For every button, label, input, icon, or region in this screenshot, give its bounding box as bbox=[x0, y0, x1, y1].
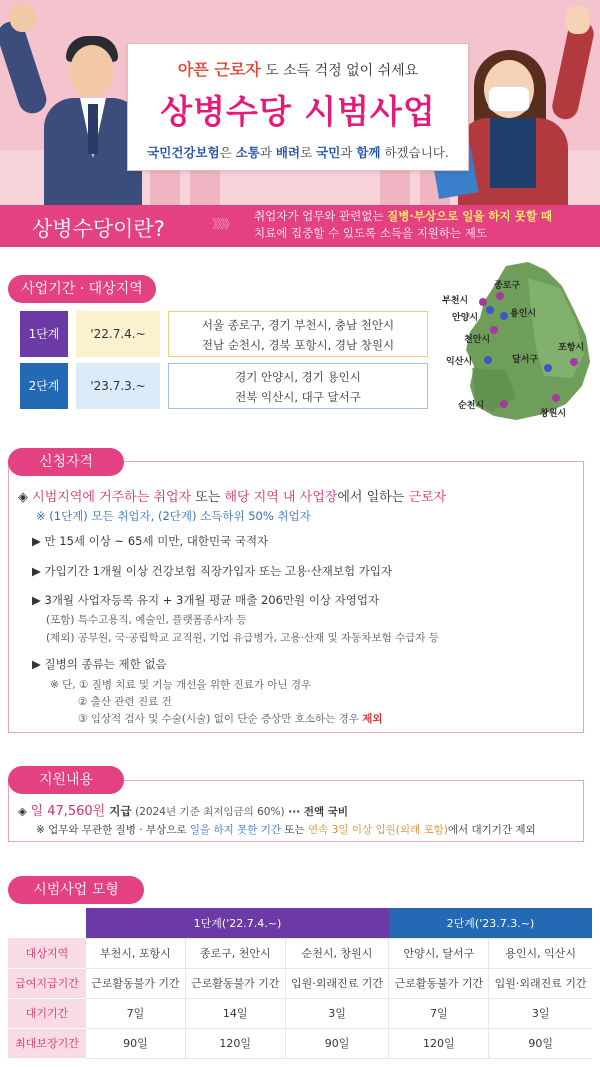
stage-2-label: 2단계 bbox=[20, 363, 68, 409]
map-label-anyang: 안양시 bbox=[452, 313, 479, 323]
table-cell: 안양시, 달서구 bbox=[389, 938, 489, 968]
hero-banner bbox=[0, 0, 600, 205]
desc-text: 은 bbox=[219, 145, 236, 160]
section-pill-model: 시범사업 모형 bbox=[8, 876, 144, 904]
row-label-pay-period: 급여지급기간 bbox=[8, 968, 86, 998]
stage-2-areas-line: 경기 안양시, 경기 용인시 bbox=[235, 370, 361, 384]
desc-nhis: 국민건강보험 bbox=[147, 145, 220, 160]
map-label-cheonan: 천안시 bbox=[464, 335, 491, 345]
diamond-icon: ◈ bbox=[18, 490, 28, 505]
subtitle-rest: 도 소득 걱정 없이 쉬세요 bbox=[265, 63, 419, 79]
table-row bbox=[8, 938, 592, 968]
row-label-region: 대상지역 bbox=[8, 938, 86, 968]
man-tie bbox=[88, 104, 98, 154]
table-cell: 입원·외래진료 기간 bbox=[285, 968, 389, 998]
main-e: 근로자 bbox=[408, 490, 447, 505]
desc-citizens: 국민 bbox=[316, 145, 341, 160]
table-cell: 90일 bbox=[285, 1028, 389, 1058]
triangle-bullet-icon: ▶ bbox=[32, 657, 45, 671]
map-label-jongno: 종로구 bbox=[494, 281, 521, 291]
subtitle-highlight: 아픈 근로자 bbox=[177, 60, 261, 79]
section-pill-period: 사업기간 · 대상지역 bbox=[8, 275, 156, 303]
desc-together: 함께 bbox=[356, 145, 381, 160]
eligibility-item bbox=[32, 563, 392, 579]
building-shape bbox=[150, 165, 180, 205]
map-dot-pohang bbox=[570, 358, 578, 366]
eligibility-note: ※ (1단계) 모든 취업자, (2단계) 소득하위 50% 취업자 bbox=[36, 509, 311, 523]
stage-2-date: '23.7.3.~ bbox=[76, 363, 160, 409]
definition-text-c: 치료에 집중할 수 있도록 소득을 지원하는 제도 bbox=[254, 226, 488, 240]
page-title: 상병수당 시범사업 bbox=[160, 92, 436, 131]
map-label-suncheon: 순천시 bbox=[458, 401, 485, 411]
exception-2: ② 출산 관련 진료 건 bbox=[78, 696, 172, 708]
support-amount-suffix: 지급 bbox=[105, 804, 132, 818]
map-dot-anyang bbox=[486, 306, 494, 314]
table-cell: 120일 bbox=[389, 1028, 489, 1058]
map-label-dalseo: 달서구 bbox=[512, 355, 539, 365]
table-row bbox=[8, 968, 592, 998]
table-cell: 120일 bbox=[185, 1028, 285, 1058]
table-row bbox=[8, 998, 592, 1028]
map-dot-jongno bbox=[496, 292, 504, 300]
wait-b: 일을 하지 못한 기간 bbox=[189, 824, 282, 836]
desc-text: 과 bbox=[259, 145, 276, 160]
stage-1-areas-line: 서울 종로구, 경기 부천시, 충남 천안시 bbox=[201, 318, 395, 332]
headline-subtitle bbox=[128, 57, 468, 80]
triangle-bullet-icon: ▶ bbox=[32, 593, 45, 607]
item-text: 질병의 종류는 제한 없음 bbox=[44, 657, 167, 671]
row-label-waiting: 대기기간 bbox=[8, 998, 86, 1028]
main-c: 해당 지역 내 사업장 bbox=[224, 490, 338, 505]
map-label-bucheon: 부천시 bbox=[442, 296, 469, 306]
waiting-period-note bbox=[36, 822, 536, 837]
map-dot-bucheon bbox=[479, 298, 487, 306]
table-cell: 근로활동불가 기간 bbox=[185, 968, 285, 998]
map-label-pohang: 포항시 bbox=[558, 343, 585, 353]
item-text: 만 15세 이상 ~ 65세 미만, 대한민국 국적자 bbox=[44, 534, 269, 548]
woman-raised-arm bbox=[550, 18, 596, 121]
table-cell: 3일 bbox=[285, 998, 389, 1028]
eligibility-exclude: (제외) 공무원, 국·공립학교 교직원, 기업 유급병가, 고용·산재 및 자동차보험 수급자 등 bbox=[46, 632, 439, 644]
model-table bbox=[8, 908, 592, 1059]
map-label-iksan: 익산시 bbox=[446, 357, 473, 367]
exception-3-excluded: 제외 bbox=[362, 713, 383, 725]
table-header-row bbox=[8, 908, 592, 938]
section-pill-support: 지원내용 bbox=[8, 766, 124, 794]
man-raised-arm bbox=[0, 18, 50, 117]
man-hand-icon bbox=[10, 4, 36, 32]
man-face bbox=[70, 45, 114, 97]
definition-text-a: 취업자가 업무와 관련없는 bbox=[254, 209, 388, 223]
stage-1-date: '22.7.4.~ bbox=[76, 311, 160, 357]
table-cell: 입원·외래진료 기간 bbox=[489, 968, 592, 998]
eligibility-item bbox=[32, 592, 379, 608]
face-mask-icon bbox=[488, 86, 530, 112]
support-basis: (2024년 기준 최저임금의 60%) bbox=[135, 806, 285, 818]
triangle-bullet-icon: ▶ bbox=[32, 564, 45, 578]
wait-d: 연속 3일 이상 입원(외래 포함) bbox=[308, 824, 448, 836]
eligibility-item bbox=[32, 656, 167, 672]
diamond-icon: ◈ bbox=[18, 804, 31, 818]
item-text: 가입기간 1개월 이상 건강보험 직장가입자 또는 고용·산재보험 가입자 bbox=[44, 564, 393, 578]
main-a: 시범지역에 거주하는 취업자 bbox=[32, 490, 192, 505]
table-cell: 90일 bbox=[86, 1028, 185, 1058]
table-cell: 90일 bbox=[489, 1028, 592, 1058]
table-row bbox=[8, 1028, 592, 1058]
definition-title: 상병수당이란? bbox=[32, 217, 165, 241]
exception-3-text: ③ 임상적 검사 및 수술(시술) 없이 단순 증상만 호소하는 경우 bbox=[78, 713, 363, 725]
stage-1-label: 1단계 bbox=[20, 311, 68, 357]
main-b: 또는 bbox=[191, 490, 225, 505]
table-cell: 7일 bbox=[86, 998, 185, 1028]
exception-3 bbox=[78, 711, 383, 726]
definition-text-highlight: 질병·부상으로 일을 하지 못할 때 bbox=[387, 209, 552, 223]
headline-card bbox=[127, 43, 469, 171]
stage-1-areas bbox=[168, 311, 428, 357]
eligibility-main bbox=[18, 486, 446, 505]
table-corner bbox=[8, 908, 86, 938]
desc-text: 하겠습니다. bbox=[380, 145, 449, 160]
table-cell: 14일 bbox=[185, 998, 285, 1028]
stage-1-header: 1단계('22.7.4.~) bbox=[86, 908, 389, 938]
table-cell: 근로활동불가 기간 bbox=[389, 968, 489, 998]
section-pill-eligibility: 신청자격 bbox=[8, 448, 124, 476]
map-dot-cheonan bbox=[490, 326, 498, 334]
wait-c: 또는 bbox=[281, 824, 309, 836]
map-label-yongin: 용인시 bbox=[510, 309, 537, 319]
desc-consideration: 배려 bbox=[275, 145, 301, 160]
stage-2-areas-line: 전북 익산시, 대구 달서구 bbox=[235, 390, 361, 404]
support-amount: 일 47,560원 bbox=[30, 804, 106, 819]
eligibility-include: (포함) 특수고용직, 예술인, 플랫폼종사자 등 bbox=[46, 614, 247, 626]
stage-2-header: 2단계('23.7.3.~) bbox=[389, 908, 592, 938]
desc-communication: 소통 bbox=[235, 145, 260, 160]
support-amount-line bbox=[18, 800, 348, 819]
map-dot-iksan bbox=[484, 356, 492, 364]
map-dot-yongin bbox=[500, 312, 508, 320]
stage-2-areas bbox=[168, 363, 428, 409]
table-cell: 7일 bbox=[389, 998, 489, 1028]
korea-map bbox=[436, 258, 596, 428]
table-cell: 부천시, 포항시 bbox=[86, 938, 185, 968]
map-dot-suncheon bbox=[500, 400, 508, 408]
headline-description bbox=[128, 143, 468, 161]
support-funding: ··· 전액 국비 bbox=[288, 806, 349, 818]
main-d: 에서 일하는 bbox=[337, 490, 409, 505]
table-cell: 용인시, 익산시 bbox=[489, 938, 592, 968]
triangle-bullet-icon: ▶ bbox=[32, 534, 45, 548]
table-cell: 3일 bbox=[489, 998, 592, 1028]
item-text: 3개월 사업자등록 유지 + 3개월 평균 매출 206만원 이상 자영업자 bbox=[44, 593, 380, 607]
table-cell: 순천시, 창원시 bbox=[285, 938, 389, 968]
exception-1: ※ 단, ① 질병 치료 및 기능 개선을 위한 진료가 아닌 경우 bbox=[50, 679, 312, 691]
stage-1-areas-line: 전남 순천시, 경북 포항시, 경남 창원시 bbox=[201, 338, 395, 352]
map-dot-dalseo bbox=[544, 364, 552, 372]
wait-a: ※ 업무와 무관한 질병 · 부상으로 bbox=[36, 824, 190, 836]
wait-e: 에서 대기기간 제외 bbox=[447, 824, 536, 836]
eligibility-item bbox=[32, 533, 268, 549]
table-cell: 종로구, 천안시 bbox=[185, 938, 285, 968]
map-label-changwon: 창원시 bbox=[540, 409, 567, 419]
table-cell: 근로활동불가 기간 bbox=[86, 968, 185, 998]
desc-text: 로 bbox=[300, 145, 317, 160]
row-label-max-coverage: 최대보장기간 bbox=[8, 1028, 86, 1058]
chevron-right-icon: 》》》》 bbox=[212, 217, 235, 231]
desc-text: 과 bbox=[340, 145, 357, 160]
woman-hand-icon bbox=[566, 6, 590, 34]
definition-text bbox=[254, 208, 596, 242]
woman-inner-shirt bbox=[490, 118, 536, 188]
map-dot-changwon bbox=[552, 394, 560, 402]
